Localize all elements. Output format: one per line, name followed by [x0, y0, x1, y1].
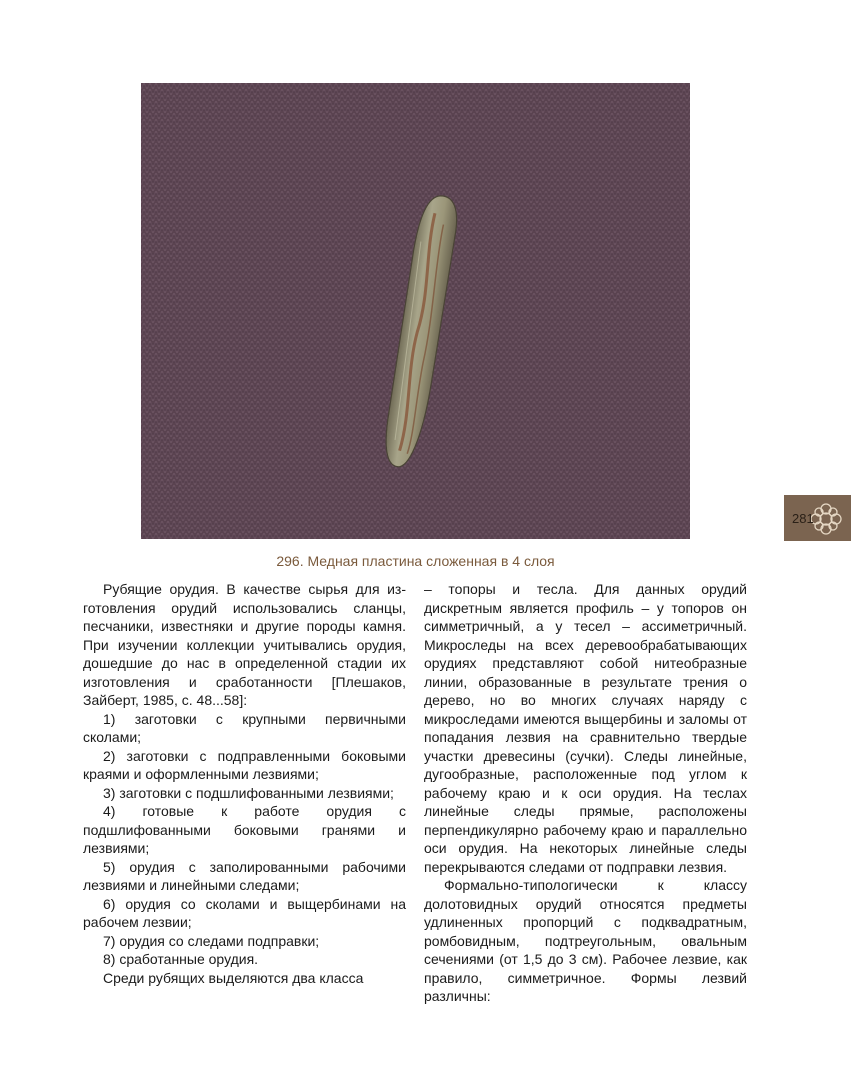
list-item: 4) готовые к работе орудия с подшлифованными боковыми гранями и лезвиями; [83, 803, 406, 856]
list-item: 5) орудия с заполированными рабочими лезвиями и линейными следами; [83, 858, 406, 893]
list-item: 1) заготовки с крупными первичными сколами; [83, 710, 406, 745]
list-item: 7) орудия со следами подправки; [103, 932, 320, 949]
list-item: 6) орудия со сколами и выщербинами на рабочем лезвии; [83, 895, 406, 930]
list-item: 2) заготовки с подправленными боковыми краями и оформленными лезвиями; [83, 747, 406, 782]
paragraph: Формально-типологически к классу долотовидных орудий относятся предметы удлиненных пропорций с подквадратным, ромбовидным, подтреугольным, овальным сечениями (от 1,5 до 3 см). Рабочее лезвие, как правило, симметричное. Формы лезвий различны: [424, 877, 747, 1004]
right-column [424, 580, 747, 1006]
paragraph: Среди рубящих выделяются два класса [103, 969, 364, 986]
list-item: 3) заготовки с подшлифованными лезвиями; [103, 784, 394, 801]
artifact-photo [141, 83, 690, 539]
page-number: 281 [792, 511, 814, 526]
paragraph: Рубящие орудия. В качестве сырья для из-готовления орудий использовались сланцы, песчаники, известняки и другие породы камня. При изучении коллекции учитывались орудия, дошедшие до нас в определенной стадии их изготовления и сработанности [Плешаков, Зайберт, 1985, с. 48...58]: [83, 581, 406, 708]
figure-caption: 296. Медная пластина сложенная в 4 слоя [276, 553, 555, 569]
list-item: 8) сработанные орудия. [103, 951, 259, 967]
left-column [83, 580, 406, 987]
copper-plate-image [141, 83, 690, 539]
paragraph: – топоры и тесла. Для данных орудий дискретным является профиль – у топоров он симметричный, а у тесел – ассиметричный. Микроследы на всех деревообрабатывающих орудиях представляют собой нитеобразные линии, образованные в результате трения о дерево, но во многих случаях наряду с микроследами имеются выщербины и заломы от попадания лезвия на сравнительно твердые участки древесины (сучки). Следы линейные, дугообразные, расположенные под углом к рабочему краю и к оси орудия. На теслах линейные следы прямые, расположены перпендикулярно рабочему краю и параллельно оси орудия. На некоторых линейные следы перекрываются следами от подправки лезвия. [424, 581, 747, 875]
